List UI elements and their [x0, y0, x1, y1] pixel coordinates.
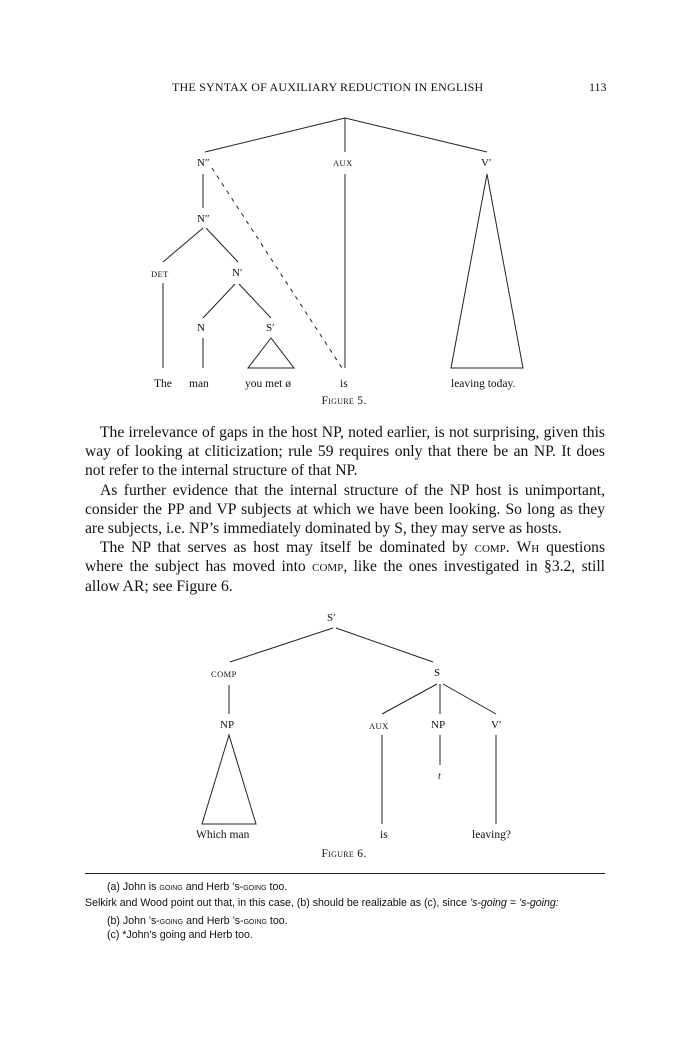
footnote-rule — [85, 873, 605, 874]
figure-6-caption: Figure 6. — [321, 848, 367, 860]
footnote-example-b: (b) John ’s-going and Herb ’s-going too. — [107, 915, 288, 927]
edge-sbar-comp — [230, 628, 333, 662]
edge-root-n — [205, 118, 345, 152]
leaf-which-man: Which man — [196, 829, 250, 841]
leaf-leaving: leaving? — [472, 829, 511, 841]
figure-6-tree — [0, 607, 688, 847]
leaf-man: man — [189, 378, 209, 390]
leaf-the: The — [154, 378, 172, 390]
page-number: 113 — [589, 80, 607, 94]
comp-term: comp — [312, 558, 344, 576]
footnote-example-c: (c) *John’s going and Herb too. — [107, 929, 253, 941]
edge-n-det — [163, 228, 203, 262]
leaf-leaving-today: leaving today. — [451, 378, 516, 390]
leaf-is: is — [340, 378, 348, 390]
footnote-example-a: (a) John is going and Herb ’s-going too. — [107, 881, 288, 893]
running-head: THE SYNTAX OF AUXILIARY REDUCTION IN ENGLISH — [172, 80, 484, 94]
figure-5-tree — [0, 110, 688, 400]
node-np-left: NP — [220, 719, 235, 731]
node-aux: AUX — [369, 721, 389, 731]
edge-nbar-s — [239, 284, 271, 318]
paragraph-3: The NP that serves as host may itself be dominated by comp. Wh questions where the subject has moved into comp, like the ones investigated in §3.2, still allow AR; see Figure 6. — [85, 539, 606, 595]
node-v-bar: V′ — [481, 157, 492, 169]
wh-term: Wh — [516, 539, 540, 557]
body-text — [85, 423, 605, 596]
node-n-double-bar-top: N″ — [197, 157, 210, 169]
node-n-bar: N′ — [232, 267, 243, 279]
edge-root-v — [345, 118, 487, 152]
edge-s-aux — [382, 684, 437, 714]
node-n-double-bar-mid: N″ — [197, 213, 210, 225]
edge-n-nbar — [206, 228, 238, 262]
edge-s-v — [443, 684, 496, 714]
node-s-bar: S′ — [327, 612, 336, 624]
leaf-is: is — [380, 829, 388, 841]
paragraph-2: As further evidence that the internal structure of the NP host is unimportant, consider the PP and VP subjects at which we have been looking. So long as they are subjects, i.e. NP’s immediately dominated by S, they may serve as hosts. — [85, 481, 605, 538]
node-s-bar: S′ — [266, 322, 275, 334]
triangle-np — [202, 735, 256, 824]
leaf-you-met: you met ø — [245, 378, 291, 390]
node-comp: COMP — [211, 669, 237, 679]
edge-nbar-n — [203, 284, 235, 318]
node-n: N — [197, 322, 205, 334]
trace-t: t — [438, 771, 441, 782]
triangle-v-bar — [451, 174, 523, 368]
footnote-block — [85, 880, 605, 942]
comp-term: comp — [474, 539, 506, 557]
node-aux: AUX — [333, 158, 353, 168]
footnote-note: Selkirk and Wood point out that, in this case, (b) should be realizable as (c), since ’s-going = ’s-going: — [85, 897, 559, 909]
paragraph-1: The irrelevance of gaps in the host NP, noted earlier, is not surprising, given this way of looking at cliticization; rule 59 requires only that there be an NP. It does not refer to the internal structure of that NP. — [85, 424, 605, 480]
node-np-right: NP — [431, 719, 446, 731]
node-s: S — [434, 667, 441, 679]
node-v-bar: V′ — [491, 719, 502, 731]
edge-sbar-s — [336, 628, 433, 662]
figure-5-caption: Figure 5. — [321, 395, 367, 407]
triangle-s-bar — [248, 338, 294, 368]
node-det: DET — [151, 269, 169, 279]
